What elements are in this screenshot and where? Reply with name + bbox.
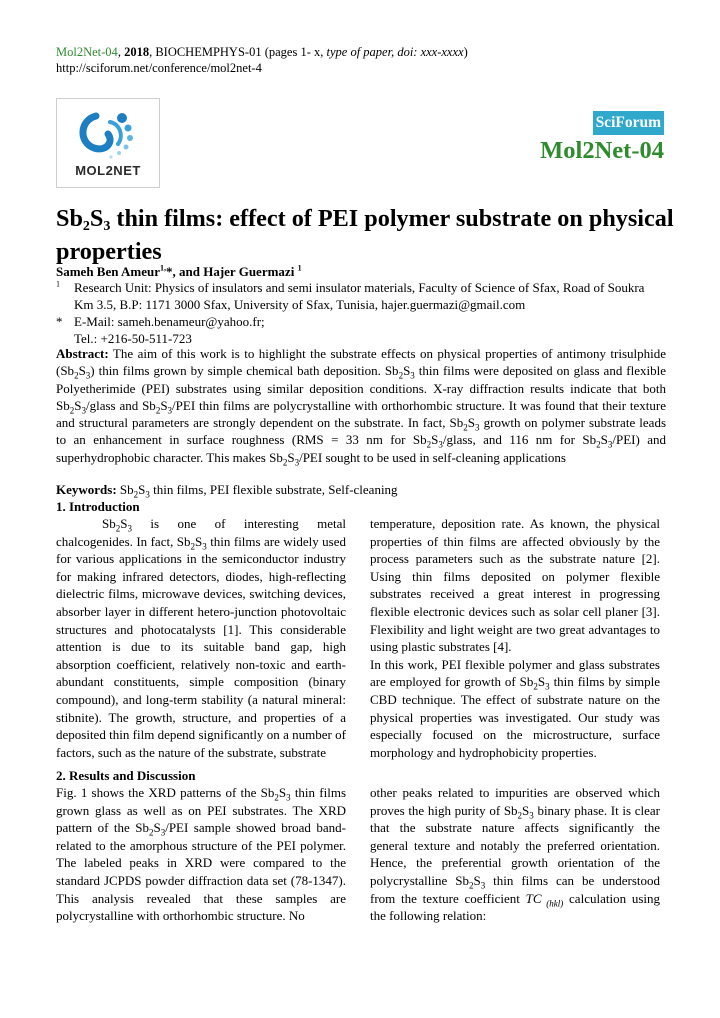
- sub: 2: [74, 370, 79, 381]
- abstract: [56, 345, 666, 466]
- sub: 2: [148, 827, 154, 838]
- sub: 2: [517, 810, 523, 821]
- s: S: [287, 449, 295, 465]
- sub: 2: [468, 880, 474, 891]
- sub: 2: [596, 440, 601, 451]
- sub: 2: [115, 523, 121, 534]
- results-text: thin films can be understood from the texture coefficient: [370, 872, 660, 906]
- author-2-affil: 1: [297, 263, 302, 273]
- sub: 2: [282, 457, 288, 468]
- sub: 3: [410, 370, 415, 381]
- corresponding-email[interactable]: E-Mail: sameh.benameur@yahoo.fr;: [74, 314, 265, 329]
- sub: 3: [85, 370, 91, 381]
- conference-name: Mol2Net-04: [540, 137, 664, 164]
- results-text: Fig. 1 shows the XRD patterns of the Sb: [56, 785, 275, 800]
- results-text: thin films grown glass as well as on PEI substrates. The XRD pattern of the Sb: [56, 785, 346, 836]
- sub: 3: [127, 523, 132, 534]
- sub: 3: [286, 792, 291, 803]
- paper-type-note: type of paper, doi: xxx-xxxx: [326, 45, 464, 59]
- s: S: [431, 432, 439, 448]
- keyword-text: thin films, PEI flexible substrate, Self-cleaning: [149, 482, 398, 497]
- results-text: /PEI sample showed broad band-related to the amorphous structure of the PEI polymer. The labeled peaks in XRD were compared to the standard JCPDS powder diffraction data set (78-1347). This analysis revealed that these samples are polycrystalline with orthorhombic structure. No: [56, 820, 346, 924]
- sub: 3: [545, 681, 550, 692]
- journal-year: 2018: [124, 45, 150, 59]
- s: S: [78, 363, 86, 379]
- keywords: [56, 481, 666, 515]
- intro-left-column: [56, 515, 346, 761]
- s: S: [600, 432, 608, 448]
- sb: Sb: [102, 516, 116, 531]
- s: S: [537, 674, 546, 690]
- author-2: Hajer Guermazi: [203, 264, 295, 279]
- intro-paragraph: temperature, deposition rate. As known, the physical properties of thin films are affected obviously by the process parameters such as the substrate nature [2]. Using thin films deposited on polymer flexible substrates received a great interest in progressing flexible electronic devices such as solar cell planer [3]. Flexibility and light weight are two great advantages to using plastic substrates [4].: [370, 516, 660, 655]
- affil-mark-1: 1: [56, 279, 60, 289]
- results-right-column: [370, 784, 660, 925]
- sub: 3: [294, 457, 300, 468]
- title-sub-2: 2: [82, 219, 90, 234]
- sciforum-badge[interactable]: SciForum: [593, 111, 664, 135]
- abstract-text: /glass and Sb: [85, 397, 156, 413]
- sub: 2: [398, 370, 404, 381]
- sub: 2: [155, 405, 161, 416]
- section-code: BIOCHEMPHYS-01: [155, 45, 262, 59]
- intro-text: is one of interesting metal chalcogenides. In fact, Sb: [56, 516, 346, 549]
- corresponding-tel: Tel.: +216-50-511-723: [74, 331, 192, 346]
- title-text: thin films: effect of PEI polymer substrate on physical properties: [56, 205, 674, 265]
- journal-name: Mol2Net-04: [56, 45, 118, 59]
- intro-text: In this work, PEI flexible polymer and glass substrates are employed for growth of Sb: [370, 656, 660, 690]
- affil-mark-star: *: [56, 314, 63, 329]
- s: S: [120, 516, 128, 531]
- sub: 3: [529, 810, 534, 821]
- s: S: [467, 415, 476, 431]
- abstract-text: growth on polymer substrate leads to an enhancement in surface roughness (RMS = 33 nm for Sb: [56, 415, 667, 448]
- abstract-text: /glass, and 116 nm for Sb: [442, 432, 597, 448]
- s: S: [473, 872, 481, 888]
- paper-title: [56, 204, 676, 266]
- abstract-text: /PEI) and superhydrophobic character. This makes Sb: [56, 432, 666, 465]
- keyword-text: Sb: [116, 482, 134, 497]
- title-sb: Sb: [56, 205, 83, 232]
- sub: 2: [190, 541, 196, 552]
- author-1: Sameh Ben Ameur: [56, 264, 160, 279]
- sub: 2: [426, 440, 432, 451]
- s: S: [522, 802, 530, 818]
- s: S: [74, 397, 82, 413]
- abstract-text: ) thin films grown by simple chemical bath deposition. Sb: [90, 363, 399, 379]
- sub: 2: [463, 422, 468, 433]
- keywords-label: Keywords:: [56, 482, 117, 497]
- abstract-text: /PEI thin films are polycrystalline with orthorhombic structure. It was found that their texture and structural parameters are strongly dependent on the substrate. In fact, Sb: [56, 397, 666, 431]
- title-s: S: [89, 205, 104, 232]
- abstract-text: thin films were deposited on glass and flexible Polyetherimide (PEI) substrates using similar deposition conditions. X-ray diffraction results indicate that both Sb: [56, 363, 666, 413]
- intro-text: thin films are widely used for various applications in the semiconductor industry for making infrared detectors, diodes, high-reflecting dielectric films, microwave devices, switching devices, absorber layer in different hetero-junction photovoltaic structures and photocatalysts [1]. This considerable attention is due to its suitable band gap, high absorption coefficient, relatively non-toxic and earth-abundant constituents, simple composition (binary compound), and long-term stability (a natural mineral: stibnite). The growth, structure, and properties of a deposited thin film depend significantly on a number of factors, such as the nature of the substrate, substrate: [56, 533, 346, 760]
- abstract-text: /PEI sought to be used in self-cleaning applications: [299, 449, 566, 465]
- results-text: binary phase. It is clear that the substrate nature affects significantly the general texture and notably the preferred orientation. Hence, the preferential growth orientation of the polycrystalline Sb: [370, 802, 660, 888]
- authors: [56, 264, 302, 280]
- sub: 3: [480, 880, 486, 891]
- s: S: [278, 785, 287, 800]
- sub: 2: [133, 489, 139, 500]
- intro-text: thin films by simple CBD technique. The effect of substrate nature on the physical properties was investigated. Our study was especially focused on the microstructure, surface morphology and hydrophobicity properties.: [370, 674, 660, 760]
- tc-symbol: TC: [525, 890, 542, 906]
- abstract-text: The aim of this work is to highlight the substrate effects on physical properties of antimony trisulphide (Sb: [56, 346, 666, 379]
- corresponding-mark: *: [166, 264, 173, 279]
- title-sub-3: 3: [103, 219, 111, 234]
- sub: 3: [167, 405, 173, 416]
- sub: 3: [202, 541, 207, 552]
- affiliations: [56, 279, 666, 347]
- section-heading-introduction: 1. Introduction: [56, 499, 140, 514]
- sub: 2: [69, 405, 75, 416]
- sub: 3: [145, 489, 150, 500]
- results-text: other peaks related to impurities are observed which proves the high purity of Sb: [370, 785, 660, 818]
- sub: 3: [160, 827, 166, 838]
- results-left-column: [56, 784, 346, 925]
- pages-note: (pages 1- x,: [264, 45, 324, 59]
- section-heading-results: 2. Results and Discussion: [56, 768, 196, 783]
- s: S: [195, 533, 203, 549]
- intro-right-column: [370, 515, 660, 761]
- authors-and: , and: [172, 264, 204, 279]
- sub: 3: [438, 440, 443, 451]
- results-text: calculation using the following relation:: [370, 890, 660, 924]
- tc-hkl: (hkl): [541, 898, 564, 909]
- sub: 3: [475, 422, 480, 433]
- sub: 3: [81, 405, 86, 416]
- logo-text: MOL2NET: [75, 163, 141, 178]
- conference-url[interactable]: http://sciforum.net/conference/mol2net-4: [56, 61, 262, 75]
- author-1-affil: 1,: [160, 263, 166, 273]
- sub: 3: [607, 440, 613, 451]
- s: S: [403, 363, 411, 379]
- mol2net-logo: [56, 98, 160, 188]
- journal-header-line: Mol2Net-04, 2018, BIOCHEMPHYS-01 (pages 1- x, type of paper, doi: xxx-xxxx): [56, 45, 468, 59]
- s: S: [153, 820, 161, 836]
- abstract-label: Abstract:: [56, 346, 109, 361]
- s: S: [138, 482, 146, 497]
- s: S: [160, 397, 168, 413]
- sub: 2: [274, 792, 279, 803]
- affiliation-1: Research Unit: Physics of insulators and semi insulator materials, Faculty of Science of Sfax, Road of Soukra Km 3.5, B.P: 1171 3000 Sfax, University of Sfax, Tunisia, hajer.guermazi@gmail.com: [74, 280, 645, 312]
- sub: 2: [533, 681, 538, 692]
